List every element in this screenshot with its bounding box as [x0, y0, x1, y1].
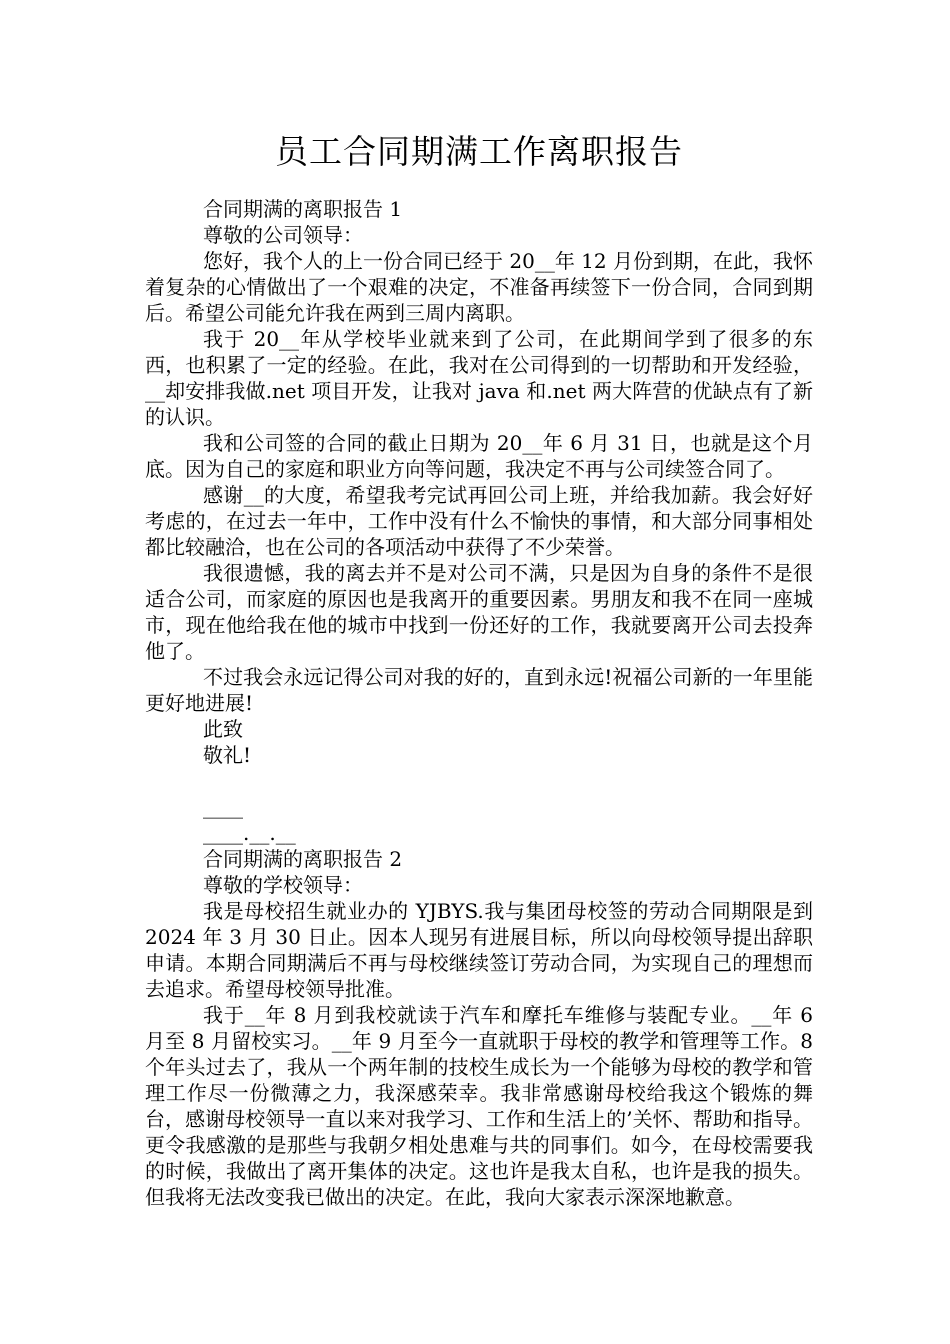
report-2-heading: 合同期满的离职报告 2 [203, 847, 403, 871]
report-1-salutation: 尊敬的公司领导： [203, 223, 363, 247]
report-1-paragraph-3: 我和公司签的合同的截止日期为 20__年 6 月 31 日，也就是这个月底。因为自己的家庭和职业方向等问题，我决定不再与公司续签合同了。 [145, 431, 813, 481]
report-1-closing-2: 敬礼! [203, 743, 252, 767]
report-1-date-line: ____.__.__ [203, 821, 296, 845]
report-1-heading: 合同期满的离职报告 1 [203, 197, 403, 221]
report-1-paragraph-1: 您好，我个人的上一份合同已经于 20__年 12 月份到期，在此，我怀着复杂的心情做出了一个艰难的决定，不准备再续签下一份合同，合同到期后。希望公司能允许我在两到三周内离职。 [145, 249, 813, 325]
report-1-signature-line: ____ [203, 795, 243, 819]
report-1-paragraph-6: 不过我会永远记得公司对我的好的，直到永远!祝福公司新的一年里能更好地进展! [145, 665, 813, 715]
report-2-paragraph-2: 我于__年 8 月到我校就读于汽车和摩托车维修与装配专业。__年 6 月至 8 月留校实习。__年 9 月至今一直就职于母校的教学和管理等工作。8 个年头过去了，我从一个两年制的技校生成长为一个能够为母校的教学和管理工作尽一份微薄之力，我深感荣幸。我非常感谢母校给我这个锻炼的舞台，感谢母校领导一直以来对我学习、工作和生活上的’关怀、帮助和指导。更令我感激的是那些与我朝夕相处患难与共的同事们。如今，在母校需要我的时候，我做出了离开集体的决定。这也许是我太自私，也许是我的损失。但我将无法改变我已做出的决定。在此，我向大家表示深深地歉意。 [145, 1003, 813, 1209]
blank-line [145, 768, 813, 794]
report-1-closing-1: 此致 [203, 717, 243, 741]
document-page [145, 0, 813, 1210]
report-1-paragraph-4: 感谢__的大度，希望我考完试再回公司上班，并给我加薪。我会好好考虑的，在过去一年中，工作中没有什么不愉快的事情，和大部分同事相处都比较融洽，也在公司的各项活动中获得了不少荣誉。 [145, 483, 813, 559]
report-1-paragraph-2: 我于 20__年从学校毕业就来到了公司，在此期间学到了很多的东西，也积累了一定的经验。在此，我对在公司得到的一切帮助和开发经验，__却安排我做.net 项目开发，让我对 java 和.net 两大阵营的优缺点有了新的认识。 [145, 327, 813, 429]
report-2-salutation: 尊敬的学校领导： [203, 873, 363, 897]
report-2-paragraph-1: 我是母校招生就业办的 YJBYS.我与集团母校签的劳动合同期限是到 2024 年 3 月 30 日止。因本人现另有进展目标，所以向母校领导提出辞职申请。本期合同期满后不再与母校继续签订劳动合同，为实现自己的理想而去追求。希望母校领导批准。 [145, 899, 813, 1001]
report-1-paragraph-5: 我很遗憾，我的离去并不是对公司不满，只是因为自身的条件不是很适合公司，而家庭的原因也是我离开的重要因素。男朋友和我不在同一座城市，现在他给我在他的城市中找到一份还好的工作，我就要离开公司去投奔他了。 [145, 561, 813, 663]
document-title: 员工合同期满工作离职报告 [275, 132, 683, 171]
document-body [145, 196, 813, 1210]
